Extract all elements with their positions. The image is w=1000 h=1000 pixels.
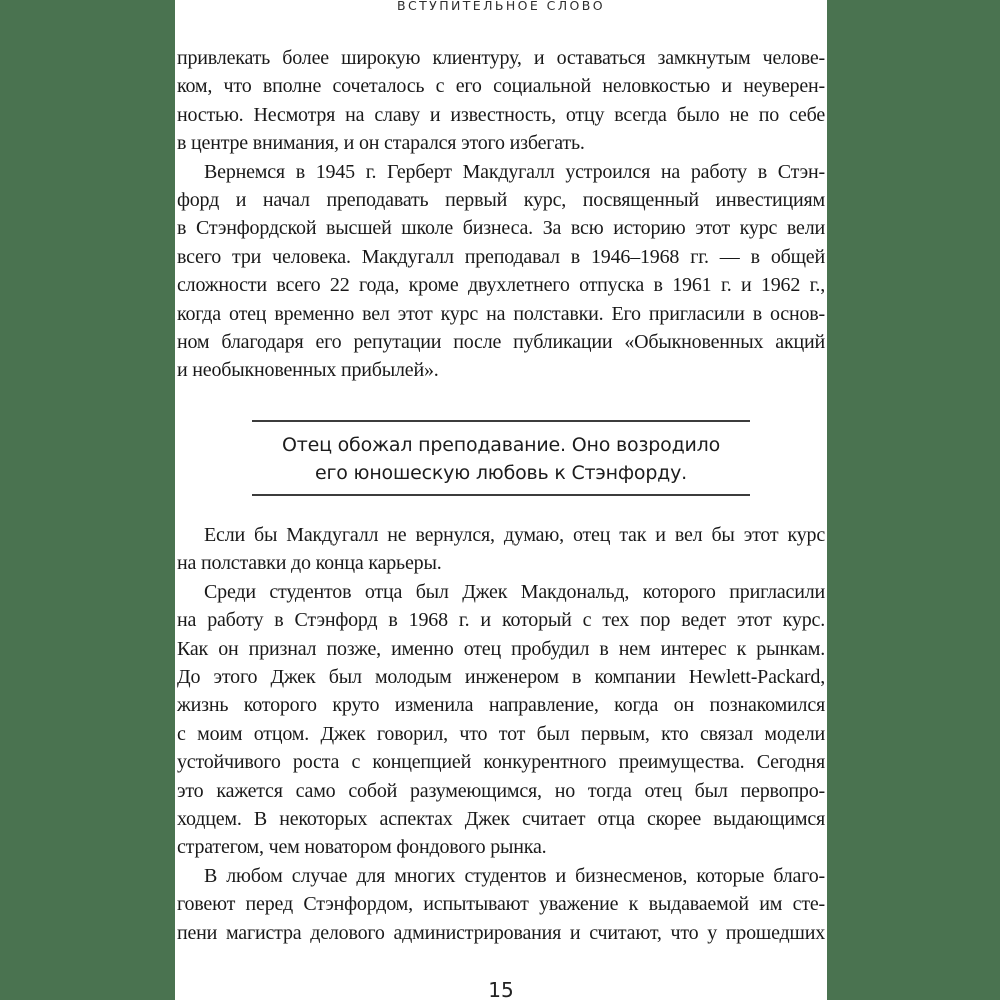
text-line: когда отец временно вел этот курс на полставки. Его пригласили в основ- <box>177 302 825 325</box>
text-line: форд и начал преподавать первый курс, посвященный инвестициям <box>177 189 825 212</box>
text-line: на работу в Стэнфорд в 1968 г. и который с тех пор ведет этот курс. <box>177 609 825 632</box>
text-line: ностью. Несмотря на славу и известность, отцу всегда было не по себе <box>177 103 825 126</box>
text-line: сложности всего 22 года, кроме двухлетнего отпуска в 1961 г. и 1962 г., <box>177 274 825 297</box>
pullquote <box>252 420 750 496</box>
text-line: устойчивого роста с концепцией конкурентного преимущества. Сегодня <box>177 751 825 774</box>
text-line: Вернемся в 1945 г. Герберт Макдугалл устроился на работу в Стэн- <box>204 160 825 183</box>
text-line: В любом случае для многих студентов и бизнесменов, которые благо- <box>204 864 825 887</box>
text-line: пени магистра делового администрирования и считают, что у прошедших <box>177 921 825 944</box>
text-line: привлекать более широкую клиентуру, и оставаться замкнутым челове- <box>177 47 825 69</box>
pullquote-text <box>252 422 750 494</box>
text-line: Если бы Макдугалл не вернулся, думаю, отец так и вел бы этот курс <box>204 523 825 546</box>
body-text <box>177 44 825 947</box>
text-line: ном благодаря его репутации после публикации «Обыкновенных акций <box>177 331 825 354</box>
running-header: ВСТУПИТЕЛЬНОЕ СЛОВО <box>397 0 605 13</box>
text-line: в центре внимания, и он старался этого избегать. <box>177 132 585 155</box>
text-line: жизнь которого круто изменила направление, когда он познакомился <box>177 694 825 717</box>
text-line: До этого Джек был молодым инженером в компании Hewlett-Packard, <box>177 665 825 688</box>
text-line: это кажется само собой разумеющимся, но тогда отец был первопро- <box>177 779 825 802</box>
text-line: с моим отцом. Джек говорил, что тот был первым, кто связал модели <box>177 722 825 745</box>
page-number: 15 <box>488 978 514 1000</box>
text-line: на полставки до конца карьеры. <box>177 552 442 575</box>
page-sheet <box>175 0 827 1000</box>
pullquote-rule-bottom <box>252 494 750 496</box>
text-line: говеют перед Стэнфордом, испытывают уважение к выдаваемой им сте- <box>177 893 825 916</box>
text-line: в Стэнфордской высшей школе бизнеса. За всю историю этот курс вели <box>177 217 825 240</box>
text-line: ком, что вполне сочеталось с его социальной неловкостью и неуверен- <box>177 75 825 98</box>
text-line: ходцем. В некоторых аспектах Джек считает отца скорее выдающимся <box>177 807 825 830</box>
pullquote-line: его юношескую любовь к Стэнфорду. <box>314 461 688 484</box>
text-line: и необыкновенных прибылей». <box>177 359 439 382</box>
text-line: Среди студентов отца был Джек Макдональд, которого пригласили <box>204 580 825 603</box>
pullquote-line: Отец обожал преподавание. Оно возродило <box>281 433 721 456</box>
text-line: стратегом, чем новатором фондового рынка. <box>177 836 547 859</box>
text-line: Как он признал позже, именно отец пробудил в нем интерес к рынкам. <box>177 637 825 660</box>
text-line: всего три человека. Макдугалл преподавал в 1946–1968 гг. — в общей <box>177 245 825 268</box>
